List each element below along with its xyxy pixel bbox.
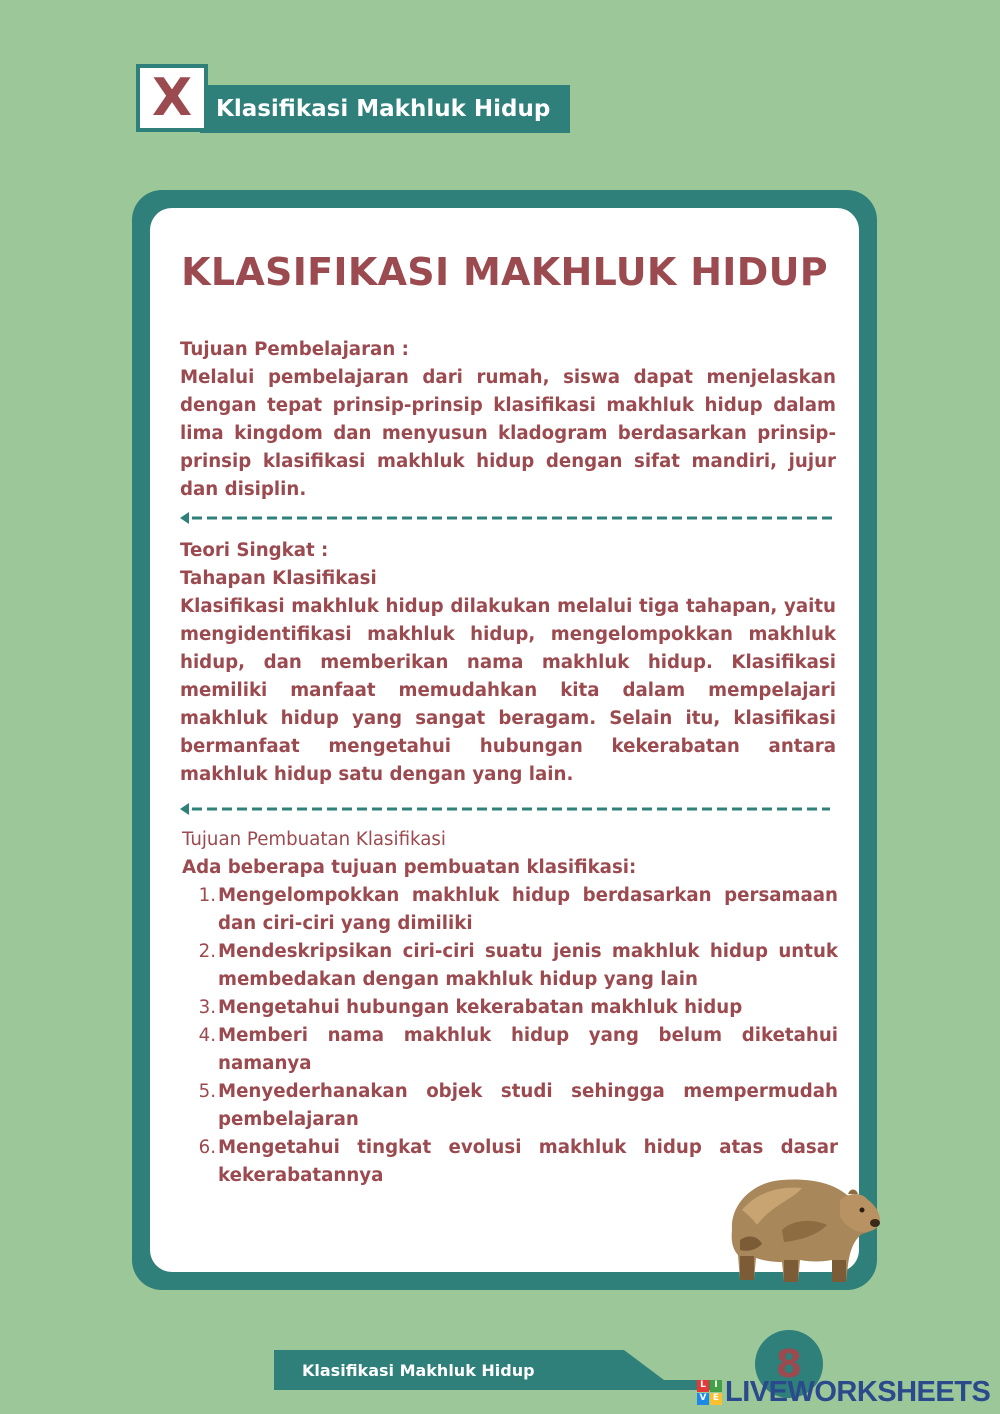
list-item: 1. Mengelompokkan makhluk hidup berdasarkan persamaan dan ciri-ciri yang dimiliki [198, 885, 838, 934]
arrow-left-icon [180, 511, 836, 525]
liveworksheets-text: LIVEWORKSHEETS [725, 1375, 991, 1408]
chapter-badge: X [136, 64, 208, 132]
objective-heading: Tujuan Pembelajaran : [180, 339, 409, 360]
objective-body: Melalui pembelajaran dari rumah, siswa dapat menjelaskan dengan tepat prinsip-prinsip klasifikasi makhluk hidup dalam lima kingdom dan menyusun kladogram berdasarkan prinsip-prinsip klasifikasi makhluk hidup dengan sifat mandiri, jujur dan disiplin. [180, 367, 836, 500]
purpose-heading: Tujuan Pembuatan Klasifikasi [182, 829, 446, 850]
liveworksheets-logo [697, 1374, 990, 1410]
liveworksheets-grid-icon: L I V E [697, 1380, 722, 1405]
bear-illustration [722, 1170, 882, 1288]
header-title: Klasifikasi Makhluk Hidup [216, 96, 551, 122]
list-item: 6. Mengetahui tingkat evolusi makhluk hidup atas dasar kekerabatannya [198, 1137, 838, 1186]
theory-body: Klasifikasi makhluk hidup dilakukan melalui tiga tahapan, yaitu mengidentifikasi makhluk hidup, mengelompokkan makhluk hidup, dan memberikan nama makhluk hidup. Klasifikasi memiliki manfaat memudahkan kita dalam mempelajari makhluk hidup yang sangat beragam. Selain itu, klasifikasi bermanfaat mengetahui hubungan kekerabatan antara makhluk hidup satu dengan yang lain. [180, 596, 836, 785]
objective-section [180, 336, 836, 504]
theory-section [180, 537, 836, 789]
purpose-intro: Ada beberapa tujuan pembuatan klasifikasi: [182, 857, 637, 878]
page-title: KLASIFIKASI MAKHLUK HIDUP [181, 250, 828, 294]
footer-label: Klasifikasi Makhluk Hidup [302, 1360, 535, 1380]
theory-subheading: Tahapan Klasifikasi [180, 568, 377, 589]
header-title-bar [200, 85, 570, 133]
list-item: 5. Menyederhanakan objek studi sehingga mempermudah pembelajaran [198, 1081, 838, 1130]
purpose-section [182, 826, 838, 1190]
section-divider [180, 511, 836, 525]
list-item: 4. Memberi nama makhluk hidup yang belum diketahui namanya [198, 1025, 838, 1074]
section-divider [180, 802, 836, 816]
list-item: 2. Mendeskripsikan ciri-ciri suatu jenis makhluk hidup untuk membedakan dengan makhluk hidup yang lain [198, 941, 838, 990]
theory-heading: Teori Singkat : [180, 540, 329, 561]
purpose-list [182, 882, 838, 1190]
arrow-left-icon [180, 802, 836, 816]
list-item: 3. Mengetahui hubungan kekerabatan makhluk hidup [198, 997, 743, 1018]
page-number: 8 [755, 1330, 823, 1398]
